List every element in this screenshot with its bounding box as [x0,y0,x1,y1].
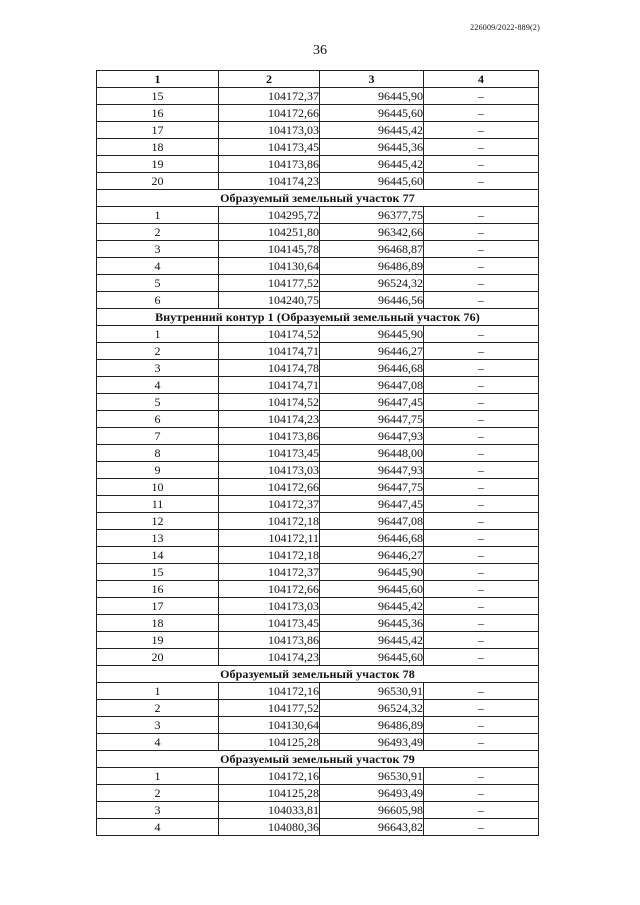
table-row [97,598,539,615]
table-row [97,632,539,649]
y-coordinate-cell: 96493,49 [320,734,424,751]
y-coordinate-cell: 96342,66 [320,224,424,241]
section-title: Образуемый земельный участок 77 [97,190,539,207]
table-row [97,377,539,394]
note-cell: – [424,632,539,649]
point-number-cell: 4 [97,377,219,394]
note-cell: – [424,275,539,292]
point-number-cell: 4 [97,819,219,836]
table-row [97,479,539,496]
note-cell: – [424,428,539,445]
note-cell: – [424,377,539,394]
y-coordinate-cell: 96468,87 [320,241,424,258]
y-coordinate-cell: 96446,56 [320,292,424,309]
x-coordinate-cell: 104172,37 [219,88,320,105]
x-coordinate-cell: 104172,66 [219,581,320,598]
x-coordinate-cell: 104172,37 [219,496,320,513]
table-row [97,156,539,173]
section-header-row [97,309,539,326]
table-row [97,207,539,224]
x-coordinate-cell: 104172,18 [219,513,320,530]
y-coordinate-cell: 96445,90 [320,564,424,581]
note-cell: – [424,598,539,615]
table-row [97,649,539,666]
y-coordinate-cell: 96605,98 [320,802,424,819]
y-coordinate-cell: 96530,91 [320,768,424,785]
table-row [97,292,539,309]
y-coordinate-cell: 96445,42 [320,632,424,649]
point-number-cell: 2 [97,224,219,241]
x-coordinate-cell: 104173,45 [219,615,320,632]
point-number-cell: 3 [97,717,219,734]
y-coordinate-cell: 96445,60 [320,105,424,122]
point-number-cell: 1 [97,768,219,785]
note-cell: – [424,717,539,734]
note-cell: – [424,581,539,598]
x-coordinate-cell: 104174,71 [219,343,320,360]
table-body [97,88,539,836]
note-cell: – [424,496,539,513]
note-cell: – [424,445,539,462]
table-row [97,462,539,479]
y-coordinate-cell: 96524,32 [320,275,424,292]
point-number-cell: 20 [97,649,219,666]
y-coordinate-cell: 96445,42 [320,122,424,139]
y-coordinate-cell: 96524,32 [320,700,424,717]
y-coordinate-cell: 96447,93 [320,462,424,479]
note-cell: – [424,343,539,360]
table-row [97,564,539,581]
table-header-row [97,71,539,88]
note-cell: – [424,122,539,139]
point-number-cell: 1 [97,207,219,224]
y-coordinate-cell: 96445,90 [320,326,424,343]
note-cell: – [424,292,539,309]
point-number-cell: 1 [97,326,219,343]
table-row [97,258,539,275]
point-number-cell: 8 [97,445,219,462]
y-coordinate-cell: 96446,27 [320,547,424,564]
note-cell: – [424,139,539,156]
x-coordinate-cell: 104251,80 [219,224,320,241]
note-cell: – [424,802,539,819]
x-coordinate-cell: 104173,45 [219,445,320,462]
note-cell: – [424,360,539,377]
note-cell: – [424,88,539,105]
y-coordinate-cell: 96447,45 [320,496,424,513]
note-cell: – [424,241,539,258]
table-row [97,360,539,377]
point-number-cell: 7 [97,428,219,445]
table-row [97,343,539,360]
note-cell: – [424,479,539,496]
page-number: 36 [313,43,327,58]
table-row [97,326,539,343]
column-header-2: 2 [219,71,320,88]
column-header-4: 4 [424,71,539,88]
table-row [97,768,539,785]
x-coordinate-cell: 104172,66 [219,105,320,122]
section-header-row [97,666,539,683]
x-coordinate-cell: 104240,75 [219,292,320,309]
y-coordinate-cell: 96447,93 [320,428,424,445]
document-id: 226009/2022-889(2) [470,23,540,32]
y-coordinate-cell: 96493,49 [320,785,424,802]
point-number-cell: 14 [97,547,219,564]
x-coordinate-cell: 104173,86 [219,632,320,649]
x-coordinate-cell: 104295,72 [219,207,320,224]
coordinates-table [96,70,539,836]
table-row [97,173,539,190]
x-coordinate-cell: 104177,52 [219,275,320,292]
table-row [97,581,539,598]
point-number-cell: 4 [97,734,219,751]
note-cell: – [424,683,539,700]
point-number-cell: 18 [97,139,219,156]
note-cell: – [424,530,539,547]
y-coordinate-cell: 96377,75 [320,207,424,224]
point-number-cell: 10 [97,479,219,496]
note-cell: – [424,411,539,428]
table-row [97,683,539,700]
x-coordinate-cell: 104172,18 [219,547,320,564]
table-row [97,496,539,513]
point-number-cell: 15 [97,564,219,581]
x-coordinate-cell: 104174,23 [219,173,320,190]
y-coordinate-cell: 96643,82 [320,819,424,836]
x-coordinate-cell: 104172,16 [219,768,320,785]
point-number-cell: 16 [97,105,219,122]
y-coordinate-cell: 96445,60 [320,581,424,598]
table-row [97,394,539,411]
section-header-row [97,190,539,207]
x-coordinate-cell: 104130,64 [219,717,320,734]
column-header-1: 1 [97,71,219,88]
point-number-cell: 6 [97,292,219,309]
x-coordinate-cell: 104125,28 [219,785,320,802]
point-number-cell: 20 [97,173,219,190]
table-row [97,428,539,445]
point-number-cell: 15 [97,88,219,105]
point-number-cell: 17 [97,598,219,615]
note-cell: – [424,173,539,190]
table-row [97,785,539,802]
section-title: Образуемый земельный участок 79 [97,751,539,768]
table-row [97,105,539,122]
table-row [97,802,539,819]
point-number-cell: 2 [97,700,219,717]
point-number-cell: 1 [97,683,219,700]
note-cell: – [424,819,539,836]
table-row [97,513,539,530]
note-cell: – [424,326,539,343]
note-cell: – [424,224,539,241]
y-coordinate-cell: 96445,42 [320,598,424,615]
column-header-3: 3 [320,71,424,88]
note-cell: – [424,564,539,581]
x-coordinate-cell: 104173,45 [219,139,320,156]
x-coordinate-cell: 104172,11 [219,530,320,547]
section-title: Внутренний контур 1 (Образуемый земельный участок 76) [97,309,539,326]
point-number-cell: 2 [97,785,219,802]
y-coordinate-cell: 96447,45 [320,394,424,411]
note-cell: – [424,768,539,785]
table-row [97,700,539,717]
x-coordinate-cell: 104125,28 [219,734,320,751]
note-cell: – [424,734,539,751]
table-row [97,88,539,105]
y-coordinate-cell: 96445,60 [320,649,424,666]
point-number-cell: 11 [97,496,219,513]
y-coordinate-cell: 96445,42 [320,156,424,173]
note-cell: – [424,394,539,411]
section-title: Образуемый земельный участок 78 [97,666,539,683]
table-row [97,717,539,734]
x-coordinate-cell: 104172,16 [219,683,320,700]
x-coordinate-cell: 104080,36 [219,819,320,836]
table-row [97,139,539,156]
y-coordinate-cell: 96446,68 [320,530,424,547]
point-number-cell: 3 [97,360,219,377]
point-number-cell: 3 [97,241,219,258]
point-number-cell: 13 [97,530,219,547]
x-coordinate-cell: 104174,23 [219,411,320,428]
point-number-cell: 9 [97,462,219,479]
note-cell: – [424,547,539,564]
x-coordinate-cell: 104033,81 [219,802,320,819]
y-coordinate-cell: 96448,00 [320,445,424,462]
x-coordinate-cell: 104145,78 [219,241,320,258]
x-coordinate-cell: 104174,78 [219,360,320,377]
note-cell: – [424,649,539,666]
x-coordinate-cell: 104172,66 [219,479,320,496]
x-coordinate-cell: 104173,86 [219,428,320,445]
y-coordinate-cell: 96446,68 [320,360,424,377]
x-coordinate-cell: 104174,52 [219,326,320,343]
table-row [97,241,539,258]
point-number-cell: 5 [97,275,219,292]
section-header-row [97,751,539,768]
table-row [97,445,539,462]
point-number-cell: 17 [97,122,219,139]
y-coordinate-cell: 96486,89 [320,258,424,275]
note-cell: – [424,462,539,479]
y-coordinate-cell: 96486,89 [320,717,424,734]
x-coordinate-cell: 104173,03 [219,462,320,479]
table-row [97,411,539,428]
note-cell: – [424,615,539,632]
y-coordinate-cell: 96447,75 [320,479,424,496]
x-coordinate-cell: 104173,03 [219,598,320,615]
x-coordinate-cell: 104174,52 [219,394,320,411]
table-row [97,615,539,632]
point-number-cell: 3 [97,802,219,819]
x-coordinate-cell: 104172,37 [219,564,320,581]
note-cell: – [424,156,539,173]
y-coordinate-cell: 96447,08 [320,377,424,394]
table-row [97,734,539,751]
note-cell: – [424,700,539,717]
point-number-cell: 19 [97,632,219,649]
y-coordinate-cell: 96530,91 [320,683,424,700]
table-row [97,275,539,292]
y-coordinate-cell: 96447,75 [320,411,424,428]
point-number-cell: 5 [97,394,219,411]
table-row [97,819,539,836]
point-number-cell: 18 [97,615,219,632]
point-number-cell: 12 [97,513,219,530]
table-row [97,547,539,564]
y-coordinate-cell: 96446,27 [320,343,424,360]
point-number-cell: 19 [97,156,219,173]
y-coordinate-cell: 96445,90 [320,88,424,105]
note-cell: – [424,207,539,224]
x-coordinate-cell: 104130,64 [219,258,320,275]
point-number-cell: 4 [97,258,219,275]
note-cell: – [424,258,539,275]
y-coordinate-cell: 96445,36 [320,615,424,632]
y-coordinate-cell: 96447,08 [320,513,424,530]
point-number-cell: 16 [97,581,219,598]
point-number-cell: 6 [97,411,219,428]
table-row [97,122,539,139]
table-row [97,530,539,547]
note-cell: – [424,105,539,122]
x-coordinate-cell: 104177,52 [219,700,320,717]
point-number-cell: 2 [97,343,219,360]
y-coordinate-cell: 96445,60 [320,173,424,190]
x-coordinate-cell: 104173,86 [219,156,320,173]
x-coordinate-cell: 104173,03 [219,122,320,139]
table-row [97,224,539,241]
x-coordinate-cell: 104174,23 [219,649,320,666]
note-cell: – [424,513,539,530]
y-coordinate-cell: 96445,36 [320,139,424,156]
note-cell: – [424,785,539,802]
x-coordinate-cell: 104174,71 [219,377,320,394]
